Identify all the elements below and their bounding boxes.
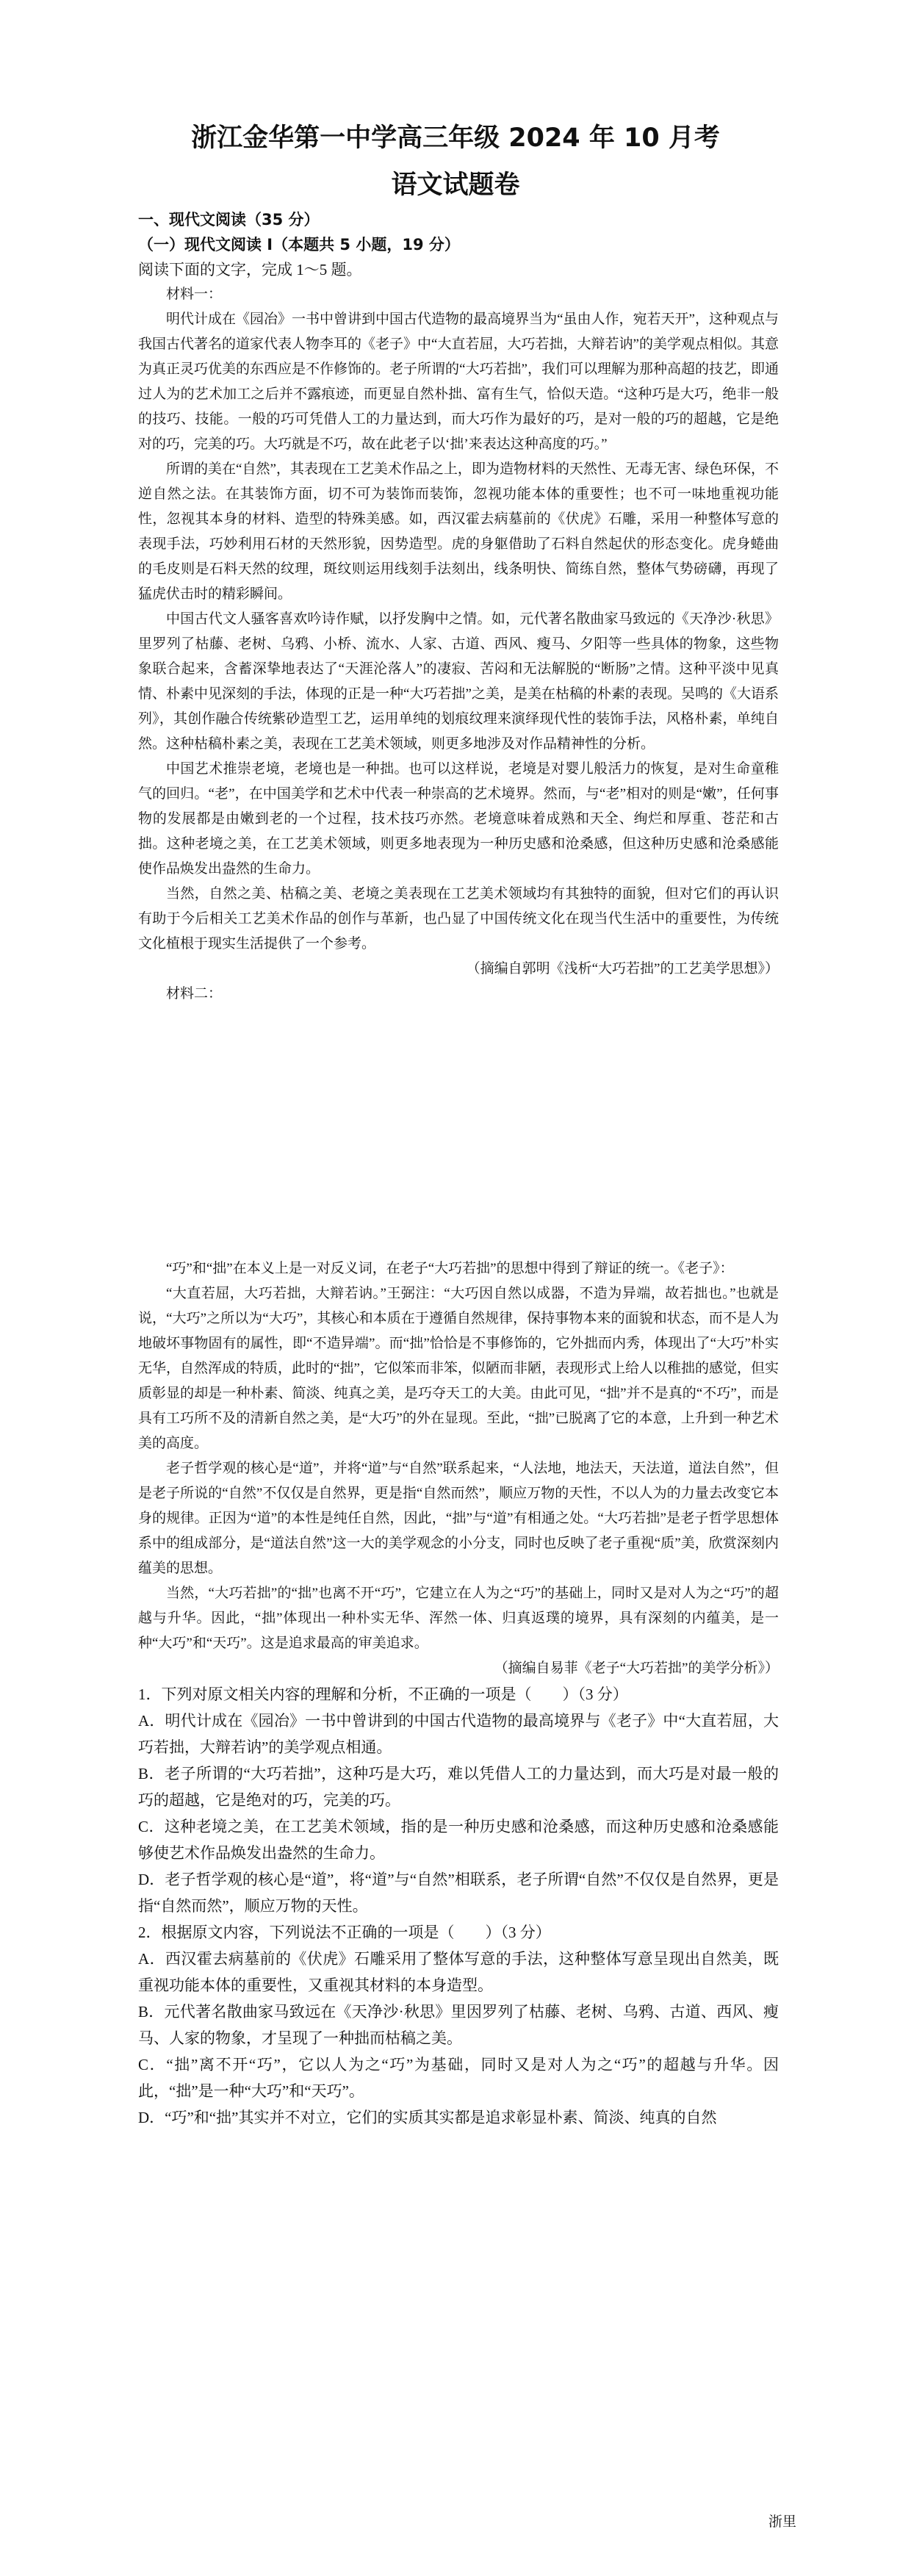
instruction: 阅读下面的文字，完成 1～5 题。 bbox=[138, 261, 362, 278]
material1-paragraph: 所谓的美在“自然”，其表现在工艺美术作品之上，即为造物材料的天然性、无毒无害、绿色环保，不逆自然之法。在其装饰方面，切不可为装饰而装饰，忽视功能本体的重要性；也不可一味地重视功能性，忽视其本身的材料、造型的特殊美感。如，西汉霍去病墓前的《伏虎》石雕，采用一种整体写意的表现手法，巧妙利用石材的天然形貌，因势造型。虎的身躯借助了石料自然起伏的形态变化。虎身蜷曲的毛皮则是石料天然的纹理，斑纹则运用线刻手法刻出，线条明快、简练自然，整体气势磅礴，再现了猛虎伏击时的精彩瞬间。 bbox=[138, 461, 779, 602]
material2-source: （摘编自易菲《老子“大巧若拙”的美学分析》） bbox=[494, 1661, 779, 1676]
material1-label: 材料一： bbox=[166, 287, 223, 302]
question-2-option-b: B．元代著名散曲家马致远在《天净沙·秋思》里因罗列了枯藤、老树、乌鸦、古道、西风、瘦马、人家的物象，才呈现了一种拙而枯稿之美。 bbox=[138, 2003, 779, 2047]
question-2-option-c: C．“拙”离不开“巧”，它以人为之“巧”为基础，同时又是对人为之“巧”的超越与升华。因此，“拙”是一种“大巧”和“天巧”。 bbox=[138, 2056, 779, 2100]
section-heading: 一、现代文阅读（35 分） bbox=[138, 211, 320, 229]
material2-paragraph: 当然，“大巧若拙”的“拙”也离不开“巧”，它建立在人为之“巧”的基础上，同时又是对人为之“巧”的超越与升华。因此，“拙”体现出一种朴实无华、浑然一体、归真返璞的境界，具有深刻的内蕴美，是一种“大巧”和“天巧”。这是追求最高的审美追求。 bbox=[138, 1586, 779, 1651]
question-1-stem: 1．下列对原文相关内容的理解和分析，不正确的一项是（ ）（3 分） bbox=[138, 1685, 628, 1703]
material1-source: （摘编自郭明《浅析“大巧若拙”的工艺美学思想》） bbox=[466, 961, 779, 976]
material2-label: 材料二： bbox=[166, 986, 223, 1001]
material1-paragraph: 中国古代文人骚客喜欢吟诗作赋，以抒发胸中之情。如，元代著名散曲家马致远的《天净沙·秋思》里罗列了枯藤、老树、乌鸦、小桥、流水、人家、古道、西风、瘦马、夕阳等一些具体的物象，这些物象联合起来，含蓄深挚地表达了“天涯沦落人”的凄寂、苦闷和无法解脱的“断肠”之情。这种平淡中见真情、朴素中见深刻的手法，体现的正是一种“大巧若拙”之美，是美在枯稿的朴素的表现。吴鸣的《大语系列》，其创作融合传统紫砂造型工艺，运用单纯的划痕纹理来演绎现代性的装饰手法，风格朴素，单纯自然。这种枯稿朴素之美，表现在工艺美术领域，则更多地涉及对作品精神性的分析。 bbox=[138, 611, 779, 752]
material1-paragraph: 明代计成在《园冶》一书中曾讲到中国古代造物的最高境界当为“虽由人作，宛若天开”，这种观点与我国古代著名的道家代表人物李耳的《老子》中“大直若屈，大巧若拙，大辩若讷”的美学观点相似。其意为真正灵巧优美的东西应是不作修饰的。老子所谓的“大巧若拙”，我们可以理解为那种高超的技艺，即通过人为的艺术加工之后并不露痕迹，而更显自然朴拙、富有生气，恰似天造。“这种巧是大巧，绝非一般的技巧、技能。一般的巧可凭借人工的力量达到，而大巧作为最好的巧，是对一般的巧的超越，它是绝对的巧，完美的巧。大巧就是不巧，故在此老子以‘拙’来表达这种高度的巧。” bbox=[138, 312, 779, 452]
material2-paragraph: “巧”和“拙”在本义上是一对反义词，在老子“大巧若拙”的思想中得到了辩证的统一。《老子》： bbox=[166, 1261, 734, 1276]
question-2-stem: 2．根据原文内容，下列说法不正确的一项是（ ）（3 分） bbox=[138, 1924, 551, 1941]
page-footer: 浙里 bbox=[768, 2514, 796, 2530]
content-body bbox=[138, 207, 779, 2131]
question-2-option-a: A．西汉霍去病墓前的《伏虎》石雕采用了整体写意的手法，这种整体写意呈现出自然美，既重视功能本体的重要性，又重视其材料的本身造型。 bbox=[138, 1950, 779, 1994]
blank-area bbox=[138, 1007, 779, 1256]
material2-paragraph: 老子哲学观的核心是“道”，并将“道”与“自然”联系起来，“人法地，地法天，天法道，道法自然”，但是老子所说的“自然”不仅仅是自然界，更是指“自然而然”，顺应万物的天性，不以人为的力量去改变它本身的规律。正因为“道”的本性是纯任自然，因此，“拙”与“道”有相通之处。“大巧若拙”是老子哲学思想体系中的组成部分，是“道法自然”这一大的美学观念的小分支，同时也反映了老子重视“质”美，欣赏深刻内蕴美的思想。 bbox=[138, 1461, 779, 1576]
question-1-option-b: B．老子所谓的“大巧若拙”，这种巧是大巧，难以凭借人工的力量达到，而大巧是对最一般的巧的超越，它是绝对的巧，完美的巧。 bbox=[138, 1765, 779, 1809]
question-1-option-d: D．老子哲学观的核心是“道”，将“道”与“自然”相联系，老子所谓“自然”不仅仅是自然界，更是指“自然而然”，顺应万物的天性。 bbox=[138, 1871, 779, 1915]
material1-paragraph: 当然，自然之美、枯稿之美、老境之美表现在工艺美术领域均有其独特的面貌，但对它们的再认识有助于今后相关工艺美术作品的创作与革新，也凸显了中国传统文化在现当代生活中的重要性，为传统文化植根于现实生活提供了一个参考。 bbox=[138, 886, 779, 951]
exam-title: 浙江金华第一中学高三年级 2024 年 10 月考 bbox=[191, 123, 720, 153]
question-2-option-d: D．“巧”和“拙”其实并不对立，它们的实质其实都是追求彰显朴素、简淡、纯真的自然 bbox=[138, 2109, 717, 2126]
exam-subtitle: 语文试题卷 bbox=[391, 170, 520, 200]
question-1-option-a: A．明代计成在《园冶》一书中曾讲到的中国古代造物的最高境界与《老子》中“大直若屈，大巧若拙，大辩若讷”的美学观点相通。 bbox=[138, 1712, 779, 1756]
material1-paragraph: 中国艺术推崇老境，老境也是一种拙。也可以这样说，老境是对婴儿般活力的恢复，是对生命童稚气的回归。“老”，在中国美学和艺术中代表一种崇高的艺术境界。然而，与“老”相对的则是“嫩”，任何事物的发展都是由嫩到老的一个过程，技术技巧亦然。老境意味着成熟和天全、绚烂和厚重、苍茫和古拙。这种老境之美，在工艺美术领域，则更多地表现为一种历史感和沧桑感，但这种历史感和沧桑感能使作品焕发出盎然的生命力。 bbox=[138, 761, 779, 877]
material2-paragraph: “大直若屈，大巧若拙，大辩若讷。”王弼注：“大巧因自然以成器，不造为异端，故若拙也。”也就是说，“大巧”之所以为“大巧”，其核心和本质在于遵循自然规律，保持事物本来的面貌和状态，而不是人为地破坏事物固有的属性，即“不造异端”。而“拙”恰恰是不事修饰的，它外拙而内秀，体现出了“大巧”朴实无华，自然浑成的特质，此时的“拙”，它似笨而非笨，似陋而非陋，表现形式上给人以稚拙的感觉，但实质彰显的却是一种朴素、简淡、纯真之美，是巧夺天工的大美。由此可见，“拙”并不是真的“不巧”，而是具有工巧所不及的清新自然之美，是“大巧”的外在显现。至此，“拙”已脱离了它的本意，上升到一种艺术美的高度。 bbox=[138, 1286, 779, 1451]
question-1-option-c: C．这种老境之美，在工艺美术领域，指的是一种历史感和沧桑感，而这种历史感和沧桑感能够使艺术作品焕发出盎然的生命力。 bbox=[138, 1818, 779, 1862]
subsection-heading: （一）现代文阅读 I（本题共 5 小题，19 分） bbox=[138, 236, 460, 253]
